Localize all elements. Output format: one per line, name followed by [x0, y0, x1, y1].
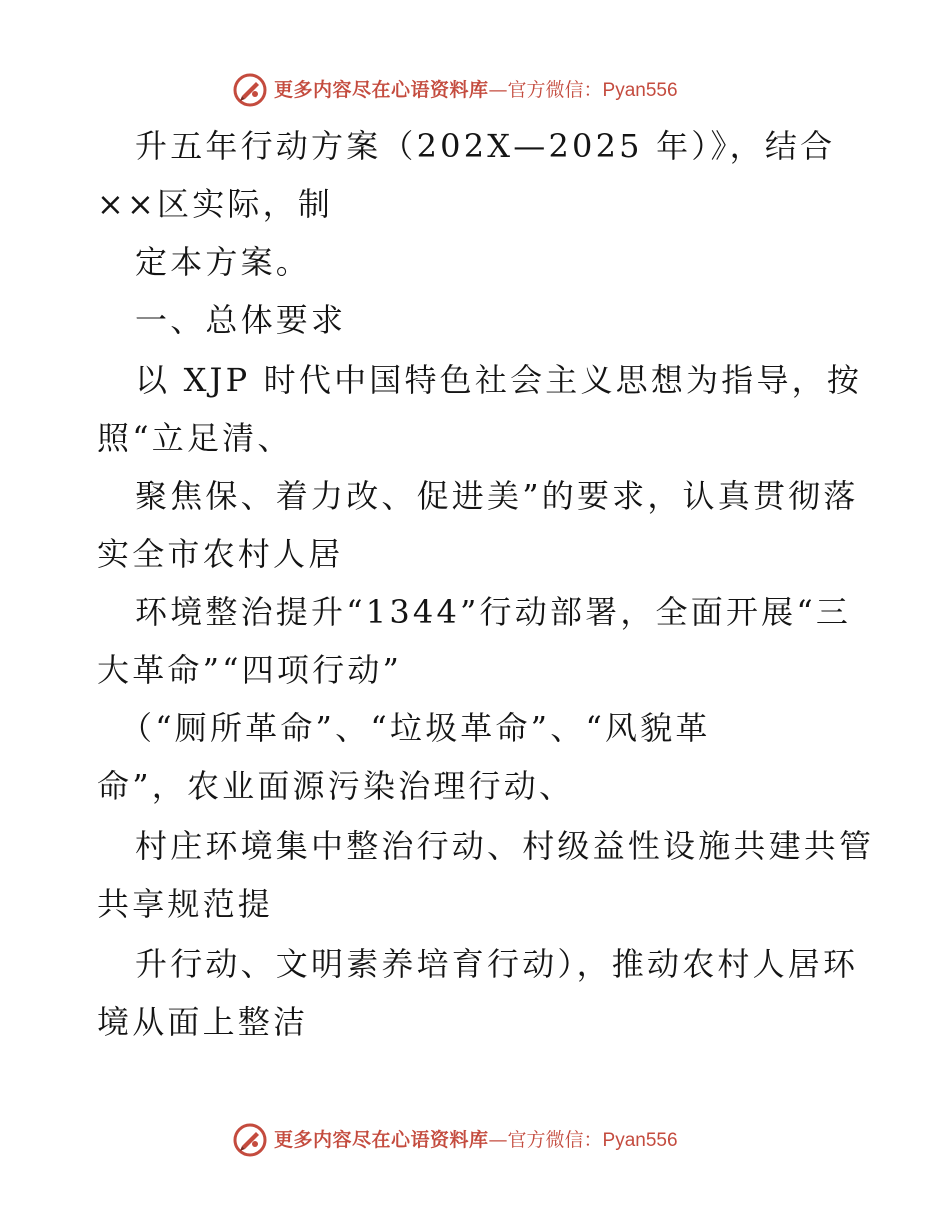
watermark-wechat-label: 官方微信： [507, 1129, 603, 1151]
section-heading: 一、总体要求 [135, 301, 347, 339]
watermark-separator: — [488, 79, 508, 101]
body-line: 村庄环境集中整治行动、村级益性设施共建共管 [135, 827, 875, 865]
watermark-separator: — [488, 1129, 508, 1151]
watermark-wechat-id: Pyan556 [602, 1130, 678, 1151]
watermark-wechat-id: Pyan556 [602, 80, 678, 101]
footer-watermark [0, 1120, 950, 1160]
watermark-wechat-label: 官方微信： [507, 79, 603, 101]
body-line: 升五年行动方案（202X—2025 年）》，结合 [135, 127, 836, 165]
body-line: 升行动、文明素养培育行动），推动农村人居环 [135, 945, 859, 983]
body-line: 定本方案。 [135, 243, 312, 281]
watermark-main-text: 更多内容尽在心语资料库 [274, 1129, 489, 1151]
body-line: 环境整治提升“1344”行动部署，全面开展“三 [135, 593, 852, 631]
body-line: 实全市农村人居 [97, 535, 344, 573]
body-line: （“厕所革命”、“垃圾革命”、“风貌革 [120, 709, 711, 747]
watermark-main-text: 更多内容尽在心语资料库 [274, 79, 489, 101]
body-line: 以 XJP 时代中国特色社会主义思想为指导，按 [135, 361, 863, 399]
body-line: ××区实际，制 [97, 185, 334, 223]
body-line: 照“立足清、 [97, 419, 293, 457]
body-line: 境从面上整洁 [97, 1003, 309, 1041]
body-line: 共享规范提 [97, 885, 274, 923]
pen-logo-icon [232, 1122, 268, 1158]
body-line: 大革命”“四项行动” [97, 651, 403, 689]
body-line: 命”，农业面源污染治理行动、 [97, 767, 575, 805]
body-line: 聚焦保、着力改、促进美”的要求，认真贯彻落 [135, 477, 859, 515]
